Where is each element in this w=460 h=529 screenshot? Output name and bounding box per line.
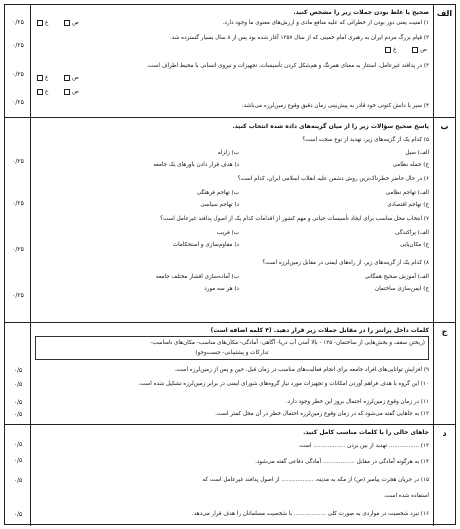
question-text: ۱۴) به هرگونه آمادگی در مقابل .................. آمادگی دفاعی گفته می‌شود. xyxy=(255,459,429,465)
true-false-choice xyxy=(37,73,79,84)
score: ۰/۲۵ xyxy=(12,71,24,78)
section-fill-blanks xyxy=(5,425,455,526)
section-content xyxy=(33,118,431,322)
score: ۰/۵ xyxy=(13,411,23,418)
score: ۰/۵ xyxy=(13,381,23,388)
score: ۰/۵ xyxy=(13,457,23,464)
options-row xyxy=(35,272,429,283)
section-heading: صحیح یا غلط بودن جملات زیر را مشخص کنید. xyxy=(293,9,429,16)
section-content xyxy=(33,5,431,117)
question-text: ۱۱) در زمان وقوع زمین‌لرزه احتمال بروز این خطر وجود دارد. xyxy=(285,399,429,405)
question-text: ۳) در پدافند غیرعامل، استتار به معنای همرنگ و هم‌شکل کردن تأسیسات، تجهیزات و نیروی انسانی با محیط اطراف است. xyxy=(146,63,429,69)
question-text: ۷) انتخاب محل مناسب برای ایجاد تأسیسات حیاتی و مهم کشور از اقدامات کدام یک از اصول پدافند غیرعامل است؟ xyxy=(160,216,429,222)
option[interactable]: ب) تهاجم فرهنگی xyxy=(196,190,239,196)
option[interactable]: ج) تهاجم اقتصادی xyxy=(387,202,429,208)
section-word-bank xyxy=(5,323,455,425)
question-text: ۵) کدام یک از گزینه‌های زیر، تهدید از نوع سخت است؟ xyxy=(302,137,429,143)
true-label: ص xyxy=(420,47,427,53)
false-label: غ xyxy=(45,75,49,81)
question-text: استفاده شده است. xyxy=(383,493,429,499)
section-label: ب xyxy=(433,118,455,322)
score: ۰/۵ xyxy=(13,441,23,448)
question-text: ۶) در حال حاضر خطرناک‌ترین روش دشمن علیه انقلاب اسلامی ایران، کدام است؟ xyxy=(237,176,429,182)
score: ۰/۲۵ xyxy=(12,292,24,299)
score: ۰/۲۵ xyxy=(12,42,24,49)
section-content xyxy=(33,323,431,424)
section-label: ج xyxy=(433,323,455,424)
section-content xyxy=(33,425,431,526)
false-checkbox[interactable] xyxy=(37,20,43,26)
options-row xyxy=(35,200,429,211)
exam-sheet xyxy=(4,4,456,525)
score-column xyxy=(5,425,31,526)
true-label: ص xyxy=(72,75,79,81)
score: ۰/۲۵ xyxy=(12,246,24,253)
false-checkbox[interactable] xyxy=(37,75,43,81)
score: ۰/۲۵ xyxy=(12,158,24,165)
false-label: غ xyxy=(45,20,49,26)
question-text: ۸) کدام یک از گزینه‌های زیر، از راه‌های ایمنی در مقابل زمین‌لرزه است؟ xyxy=(262,260,429,266)
score-column xyxy=(5,118,31,322)
score-column xyxy=(5,5,31,117)
section-heading: کلمات داخل پرانتز را در مقابل جملات زیر قرار دهید. (۴ کلمه اضافه است) xyxy=(210,327,429,334)
false-label: غ xyxy=(45,89,49,95)
question-text: ۱۶) نبرد شخصیت در مواردی به صورت کلی .................. با شخصیت مسلمانان را هدف قرار می‌دهد. xyxy=(191,511,429,517)
section-heading: پاسخ صحیح سؤالات زیر را از میان گزینه‌های داده شده انتخاب کنید. xyxy=(232,123,429,130)
option[interactable]: ب) آماده‌سازی اقشار مختلف جامعه xyxy=(155,274,239,280)
options-row xyxy=(35,240,429,251)
options-row xyxy=(35,228,429,239)
option[interactable]: د) هر سه مورد xyxy=(204,286,239,292)
option[interactable]: د) مقاوم‌سازی و استحکامات xyxy=(172,242,239,248)
score: ۰/۵ xyxy=(13,399,23,406)
true-checkbox[interactable] xyxy=(64,75,70,81)
question-text: ۲) قیام بزرگ مردم ایران به رهبری امام خمینی که از سال ۱۳۵۷ آغاز شده بود پس از ۸ سال بسیار گسترده شد. xyxy=(169,35,429,41)
true-checkbox[interactable] xyxy=(64,89,70,95)
option[interactable]: ج) مکان‌یابی xyxy=(400,242,429,248)
option[interactable]: الف) پراکندگی xyxy=(395,230,429,236)
true-checkbox[interactable] xyxy=(64,20,70,26)
question-text: ۱۲) به جاهایی گفته می‌شود که در زمان وقوع زمین‌لرزه احتمال خطر در آن محل کمتر است. xyxy=(215,411,429,417)
question-text: ۱۵) در جریان هجرت پیامبر (ص) از مکه به مدینه، .................. از اصول پدافند غیرعامل است که xyxy=(202,477,429,483)
option[interactable]: الف) سیل xyxy=(405,150,429,156)
true-false-choice xyxy=(37,18,79,29)
section-heading: جاهای خالی را با کلمات مناسب کامل کنید. xyxy=(303,429,429,436)
score: ۰/۲۵ xyxy=(12,19,24,26)
section-multiple-choice xyxy=(5,118,455,323)
option[interactable]: د) تهاجم سیاسی xyxy=(200,202,239,208)
question-text: ۱۰) این گروه با هدف فراهم آوردن امکانات و تجهیزات مورد نیاز گروه‌های شورای ایمنی در برابر زمین‌لرزه تشکیل شده است. xyxy=(138,381,429,387)
section-label: الف xyxy=(433,5,455,117)
word-bank xyxy=(35,336,429,360)
question-text: ۱) امنیت یعنی دور بودن از خطراتی که علیه منافع مادی و ارزش‌های معنوی ما وجود دارد. xyxy=(222,20,429,26)
section-label: د xyxy=(433,425,455,526)
score: ۰/۵ xyxy=(13,367,23,374)
word-bank-line: تدارکات و پشتیبانی- جست‌وجو) xyxy=(195,350,269,356)
score: ۰/۲۵ xyxy=(12,99,24,106)
false-checkbox[interactable] xyxy=(37,89,43,95)
option[interactable]: ج) حمله نظامی xyxy=(392,162,429,168)
option[interactable]: د) هدف قرار دادن باورهای یک جامعه xyxy=(153,162,239,168)
true-label: ص xyxy=(72,89,79,95)
question-text: ۴) سیر یا دانش کنونی خود قادر به پیش‌بینی زمان دقیق وقوع زمین‌لرزه می‌باشد. xyxy=(241,103,429,109)
score-column xyxy=(5,323,31,424)
option[interactable]: الف) تهاجم نظامی xyxy=(385,190,429,196)
score: ۰/۵ xyxy=(13,511,23,518)
option[interactable]: ب) فریب xyxy=(216,230,239,236)
false-checkbox[interactable] xyxy=(385,47,391,53)
true-checkbox[interactable] xyxy=(412,47,418,53)
score: ۰/۵ xyxy=(13,477,23,484)
options-row xyxy=(35,148,429,159)
option[interactable]: الف) آموزش صحیح همگانی xyxy=(364,274,429,280)
question-text: ۱۳) ................. تهدید از بین بردن .................. است. xyxy=(298,443,429,449)
option[interactable]: ب) زلزله xyxy=(217,150,239,156)
true-false-choice xyxy=(385,45,427,56)
false-label: غ xyxy=(393,47,397,53)
score: ۰/۲۵ xyxy=(12,200,24,207)
option[interactable]: ج) ایمن‌سازی ساختمان xyxy=(374,286,429,292)
question-text: ۹) افزایش توانایی‌های افراد جامعه برای انجام فعالیت‌های مناسب در زمان قبل، حین و پس از زمین‌لرزه است. xyxy=(174,367,429,373)
word-bank-line: (ریختن سقف و بخش‌هایی از ساختمان- ۱۲۵ - بالا آمدن آب دریا- آگاهی- آمادگی- مکان‌های مناسب- مکان‌های نامناسب- xyxy=(150,340,425,346)
true-false-choice xyxy=(37,87,79,98)
section-true-false xyxy=(5,5,455,118)
options-row xyxy=(35,284,429,295)
options-row xyxy=(35,188,429,199)
options-row xyxy=(35,160,429,171)
true-label: ص xyxy=(72,20,79,26)
